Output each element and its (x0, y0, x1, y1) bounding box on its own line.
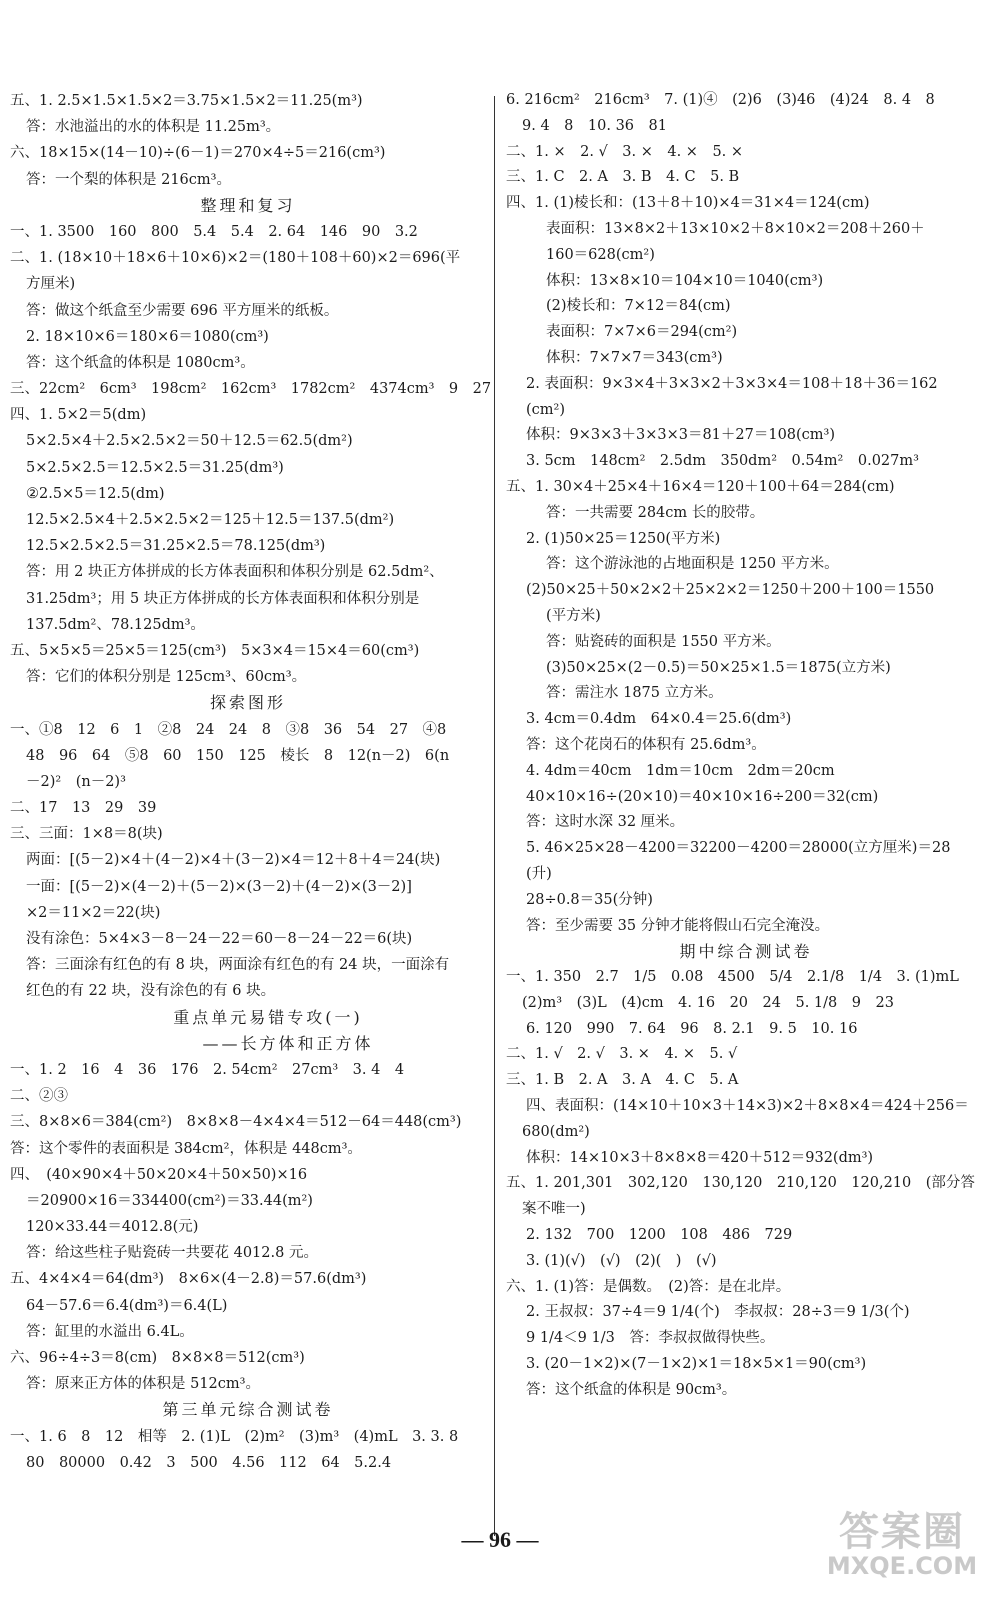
answer-line: 一、1. 6 8 12 相等 2. (1)L (2)m² (3)m³ (4)mL 3. 3. 8 (10, 1428, 459, 1445)
answer-line: 6. 216cm² 216cm³ 7. (1)④ (2)6 (3)46 (4)24 8. 4 8 (506, 92, 935, 108)
answer-line: 答：做这个纸盒至少需要 696 平方厘米的纸板。 (26, 302, 339, 319)
answer-line: 5×2.5×4＋2.5×2.5×2＝50＋12.5＝62.5(dm²) (26, 433, 353, 450)
answer-line: (平方米) (546, 607, 601, 624)
answer-line: 体积：13×8×10＝104×10＝1040(cm³) (546, 272, 824, 289)
answer-line: 三、22cm² 6cm³ 198cm² 162cm³ 1782cm² 4374cm³ 9 27 (10, 381, 492, 398)
answer-line: (3)50×25×(2－0.5)＝50×25×1.5＝1875(立方米) (546, 659, 891, 676)
answer-line: 5. 46×25×28－4200＝32200－4200＝28000(立方厘米)＝28 (526, 840, 951, 857)
answer-line: 答：原来正方体的体积是 512cm³。 (26, 1376, 260, 1393)
watermark-logo (816, 1500, 988, 1592)
answer-line: 六、18×15×(14－10)÷(6－1)＝270×4÷5＝216(cm³) (10, 145, 386, 162)
answer-line: ＝20900×16＝334400(cm²)＝33.44(m²) (26, 1192, 313, 1209)
answer-line: 9 1/4＜9 1/3 答：李叔叔做得快些。 (526, 1330, 775, 1347)
answer-line: 答：给这些柱子贴瓷砖一共要花 4012.8 元。 (26, 1245, 318, 1262)
answer-line: 137.5dm²、78.125dm³。 (26, 616, 205, 633)
left-column (10, 88, 492, 1476)
right-column (506, 88, 986, 1404)
answer-line: 二、17 13 29 39 (10, 800, 157, 817)
answer-line: 体积：7×7×7＝343(cm³) (546, 349, 723, 366)
answer-line: 五、1. 2.5×1.5×1.5×2＝3.75×1.5×2＝11.25(m³) (10, 93, 363, 109)
answer-line: 一、1. 3500 160 800 5.4 5.4 2. 64 146 90 3.2 (10, 223, 418, 240)
answer-line: (cm²) (526, 401, 565, 418)
answer-line: 一、①8 12 6 1 ②8 24 24 8 ③8 36 54 27 ④8 (10, 721, 447, 738)
answer-line: 6. 120 990 7. 64 96 8. 2.1 9. 5 10. 16 (526, 1020, 858, 1037)
page-number: — 96 — (461, 1527, 539, 1552)
answer-line: 3. 5cm 148cm² 2.5dm 350dm² 0.54m² 0.027m³ (526, 453, 919, 470)
answer-line: 2. (1)50×25＝1250(平方米) (526, 530, 721, 547)
section-title: 第三单元综合测试卷 (162, 1400, 334, 1420)
answer-line: 一、1. 350 2.7 1/5 0.08 4500 5/4 2.1/8 1/4 3. (1)mL (506, 969, 959, 986)
answer-line: 答：它们的体积分别是 125cm³、60cm³。 (26, 669, 307, 686)
answer-line: 三、1. C 2. A 3. B 4. C 5. B (506, 169, 740, 186)
answer-line: (2)m³ (3)L (4)cm 4. 16 20 24 5. 1/8 9 23 (522, 994, 894, 1011)
answer-line: 两面：[(5－2)×4＋(4－2)×4＋(3－2)×4＝12＋8＋4＝24(块) (26, 852, 441, 869)
answer-line: 40×10×16÷(20×10)＝40×10×16÷200＝32(cm) (526, 788, 879, 805)
answer-line: 答：一共需要 284cm 长的胶带。 (546, 504, 765, 521)
section-title: 整理和复习 (200, 195, 296, 215)
answer-line: 48 96 64 ⑤8 60 150 125 棱长 8 12(n－2) 6(n (26, 747, 450, 764)
answer-line: 红色的有 22 块，没有涂色的有 6 块。 (26, 983, 276, 1000)
answer-line: 28÷0.8＝35(分钟) (526, 891, 653, 908)
answer-line: 2. 王叔叔：37÷4＝9 1/4(个) 李叔叔：28÷3＝9 1/3(个) (526, 1304, 910, 1321)
answer-line: 31.25dm³；用 5 块正方体拼成的长方体表面积和体积分别是 (26, 590, 420, 607)
answer-line: 2. 132 700 1200 108 486 729 (526, 1227, 793, 1244)
answer-line: 680(dm²) (522, 1123, 590, 1140)
answer-line: 答：需注水 1875 立方米。 (546, 685, 723, 702)
watermark-url: MXQE.COM (826, 1552, 978, 1580)
answer-line: ②2.5×5＝12.5(dm) (26, 485, 165, 502)
answer-line: 3. (20－1×2)×(7－1×2)×1＝18×5×1＝90(cm³) (526, 1356, 867, 1373)
answer-line: 体积：9×3×3＋3×3×3＝81＋27＝108(cm³) (526, 427, 836, 444)
answer-line: 二、1. × 2. √ 3. × 4. × 5. × (506, 143, 744, 160)
answer-line: 答：缸里的水溢出 6.4L。 (26, 1323, 194, 1340)
answer-line: 体积：14×10×3＋8×8×8＝420＋512＝932(dm³) (526, 1149, 874, 1166)
answer-line: 2. 表面积：9×3×4＋3×3×2＋3×3×4＝108＋18＋36＝162 (526, 375, 938, 392)
answer-line: 二、②③ (10, 1088, 68, 1105)
section-title: 探索图形 (209, 693, 286, 713)
answer-line: 3. (1)(√) (√) (2)( ) (√) (526, 1252, 717, 1269)
answer-line: 答：这个游泳池的占地面积是 1250 平方米。 (546, 556, 839, 573)
answer-line: 表面积：7×7×6＝294(cm²) (546, 324, 738, 341)
answer-line: 二、1. √ 2. √ 3. × 4. × 5. √ (506, 1046, 738, 1063)
answer-line: 答：一个梨的体积是 216cm³。 (26, 171, 231, 188)
answer-line: 三、1. B 2. A 3. A 4. C 5. A (506, 1072, 739, 1089)
answer-line: 一面：[(5－2)×(4－2)＋(5－2)×(3－2)＋(4－2)×(3－2)] (26, 878, 412, 895)
answer-line: 四、1. 5×2＝5(dm) (10, 407, 147, 424)
answer-line: 4. 4dm＝40cm 1dm＝10cm 2dm＝20cm (526, 762, 835, 779)
column-divider (494, 96, 495, 1536)
answer-line: 六、96÷4÷3＝8(cm) 8×8×8＝512(cm³) (10, 1350, 305, 1366)
answer-line: 120×33.44＝4012.8(元) (26, 1219, 199, 1236)
answer-line: 答：至少需要 35 分钟才能将假山石完全淹没。 (526, 917, 830, 934)
answer-line: 五、1. 201,301 302,120 130,120 210,120 120,210 (部分答 (506, 1175, 975, 1192)
section-title: 重点单元易错专攻(一) (173, 1007, 363, 1027)
answer-line: (2)50×25＋50×2×2＋25×2×2＝1250＋200＋100＝1550 (526, 582, 935, 599)
answer-line: 答：这个零件的表面积是 384cm²，体积是 448cm³。 (10, 1140, 362, 1157)
answer-line: ×2＝11×2＝22(块) (26, 904, 161, 921)
answer-line: 四、1. (1)棱长和：(13＋8＋10)×4＝31×4＝124(cm) (506, 195, 870, 212)
answer-line: 80 80000 0.42 3 500 4.56 112 64 5.2.4 (26, 1454, 392, 1471)
answer-line: 160＝628(cm²) (546, 246, 655, 263)
answer-line: 五、1. 30×4＋25×4＋16×4＝120＋100＋64＝284(cm) (506, 478, 895, 495)
answer-line: 答：这个花岗石的体积有 25.6dm³。 (526, 736, 766, 753)
answer-line: 案不唯一) (522, 1201, 586, 1218)
answer-line: 答：这个纸盒的体积是 1080cm³。 (26, 354, 255, 371)
answer-line: 2. 18×10×6＝180×6＝1080(cm³) (26, 328, 269, 345)
answer-line: 答：用 2 块正方体拼成的长方体表面积和体积分别是 62.5dm²、 (26, 564, 444, 581)
answer-line: 表面积：13×8×2＋13×10×2＋8×10×2＝208＋260＋ (546, 220, 925, 237)
section-title: 期中综合测试卷 (679, 942, 813, 962)
answer-line: 答：这个纸盒的体积是 90cm³。 (526, 1381, 737, 1398)
answer-line: 六、1. (1)答：是偶数。 (2)答：是在北岸。 (506, 1278, 791, 1295)
answer-line: 答：水池溢出的水的体积是 11.25m³。 (26, 119, 281, 136)
answer-line: 3. 4cm＝0.4dm 64×0.4＝25.6(dm³) (526, 711, 792, 728)
answer-line: 四、 (40×90×4＋50×20×4＋50×50)×16 (10, 1166, 308, 1183)
answer-line: 答：三面涂有红色的有 8 块，两面涂有红色的有 24 块，一面涂有 (26, 957, 450, 974)
answer-line: 二、1. (18×10＋18×6＋10×6)×2＝(180＋108＋60)×2＝696(平 (10, 250, 461, 267)
watermark-text: 答案圈 (839, 1509, 965, 1555)
answer-line: 答：贴瓷砖的面积是 1550 平方米。 (546, 633, 781, 650)
answer-line: 12.5×2.5×4＋2.5×2.5×2＝125＋12.5＝137.5(dm²) (26, 512, 395, 528)
answer-line: 四、表面积：(14×10＋10×3＋14×3)×2＋8×8×4＝424＋256＝ (526, 1098, 969, 1115)
answer-line: 方厘米) (26, 276, 76, 293)
answer-line: 五、5×5×5＝25×5＝125(cm³) 5×3×4＝15×4＝60(cm³) (10, 642, 420, 659)
answer-line: 5×2.5×2.5＝12.5×2.5＝31.25(dm³) (26, 459, 284, 476)
answer-line: 答：这时水深 32 厘米。 (526, 814, 685, 831)
answer-line: 五、4×4×4＝64(dm³) 8×6×(4－2.8)＝57.6(dm³) (10, 1271, 367, 1288)
answer-line: 三、三面：1×8＝8(块) (10, 826, 163, 843)
answer-line: 没有涂色：5×4×3－8－24－22＝60－8－24－22＝6(块) (26, 931, 413, 947)
answer-line: 三、8×8×6＝384(cm²) 8×8×8－4×4×4＝512－64＝448(cm³) (10, 1114, 462, 1131)
answer-line: 9. 4 8 10. 36 81 (522, 117, 667, 134)
answer-line: 64－57.6＝6.4(dm³)＝6.4(L) (26, 1297, 228, 1314)
answer-line: (升) (526, 865, 552, 882)
answer-line: 一、1. 2 16 4 36 176 2. 54cm² 27cm³ 3. 4 4 (10, 1061, 405, 1078)
answer-line: 12.5×2.5×2.5＝31.25×2.5＝78.125(dm³) (26, 538, 326, 555)
answer-line: －2)² (n－2)³ (26, 773, 126, 790)
section-title: ——长方体和正方体 (202, 1033, 374, 1053)
answer-line: (2)棱长和：7×12＝84(cm) (546, 298, 731, 315)
